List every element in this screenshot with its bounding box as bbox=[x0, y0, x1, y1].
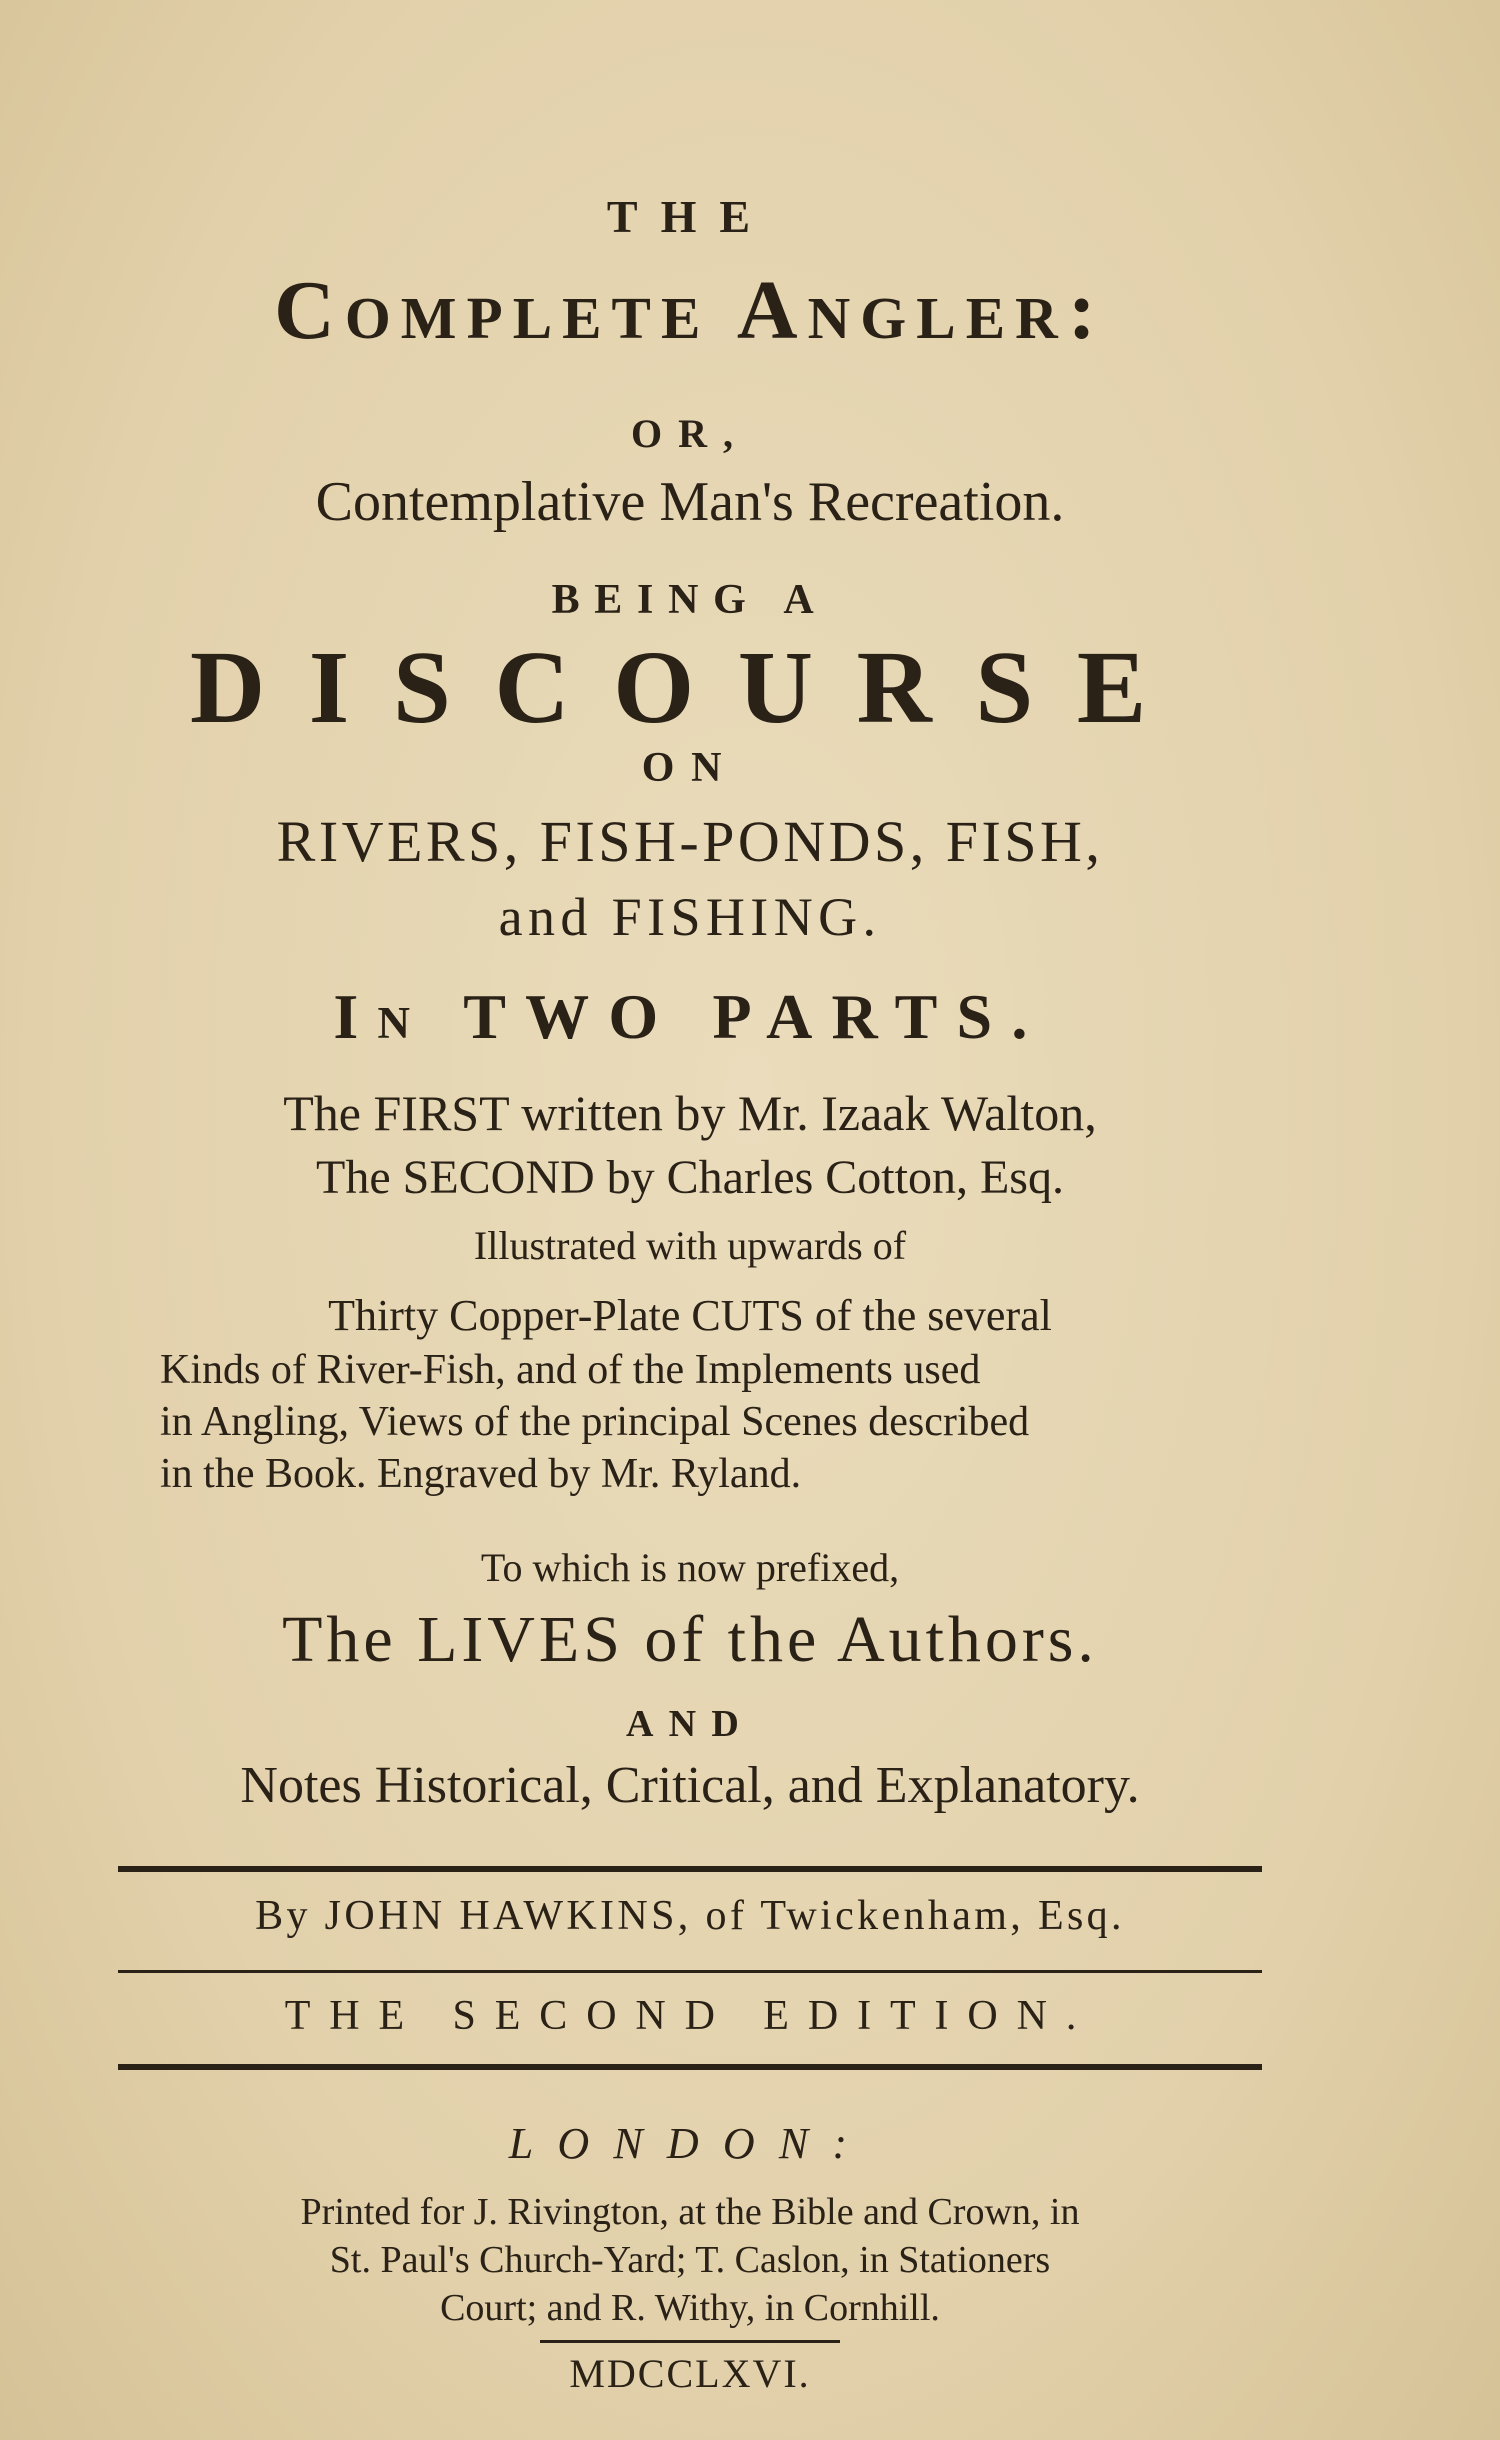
conjunction-on: ON bbox=[641, 745, 739, 791]
divider-rule-2 bbox=[118, 1970, 1262, 1973]
conjunction-or: OR, bbox=[631, 411, 749, 456]
imprint-line-2: St. Paul's Church-Yard; T. Caslon, in Stationers bbox=[329, 2239, 1051, 2281]
subjects-line-1: RIVERS, FISH-PONDS, FISH, bbox=[276, 809, 1104, 874]
imprint-place: LONDON: bbox=[508, 2119, 872, 2168]
parts-heading: In TWO PARTS. bbox=[333, 981, 1047, 1052]
divider-rule-3 bbox=[118, 2064, 1262, 2070]
notes-line: Notes Historical, Critical, and Explanatory. bbox=[240, 1757, 1140, 1814]
cuts-line-4: in the Book. Engraved by Mr. Ryland. bbox=[160, 1451, 802, 1497]
editor-line: By JOHN HAWKINS, of Twickenham, Esq. bbox=[255, 1893, 1125, 1939]
book-title: Complete Angler: bbox=[274, 264, 1106, 357]
heading-the: THE bbox=[606, 191, 774, 242]
subjects-line-2: and FISHING. bbox=[498, 887, 882, 947]
divider-rule-1 bbox=[118, 1866, 1262, 1872]
discourse-heading: DISCOURSE bbox=[190, 630, 1190, 745]
edition-line: THE SECOND EDITION. bbox=[284, 1993, 1096, 2039]
prefixed-line: To which is now prefixed, bbox=[480, 1545, 900, 1590]
imprint-line-1: Printed for J. Rivington, at the Bible and Crown, in bbox=[300, 2191, 1080, 2233]
illustrated-line: Illustrated with upwards of bbox=[473, 1223, 907, 1268]
lives-heading: The LIVES of the Authors. bbox=[282, 1603, 1098, 1676]
cuts-line-3: in Angling, Views of the principal Scenes described bbox=[160, 1399, 1030, 1445]
being-a: BEING A bbox=[551, 577, 829, 623]
cuts-line-2: Kinds of River-Fish, and of the Implements used bbox=[160, 1347, 981, 1393]
conjunction-and: AND bbox=[626, 1703, 754, 1745]
second-part-author: The SECOND by Charles Cotton, Esq. bbox=[316, 1151, 1064, 1204]
year-rule bbox=[540, 2340, 840, 2343]
cuts-line-1: Thirty Copper-Plate CUTS of the several bbox=[328, 1291, 1052, 1340]
first-part-author: The FIRST written by Mr. Izaak Walton, bbox=[283, 1085, 1097, 1141]
imprint-year: MDCCLXVI. bbox=[569, 2351, 811, 2396]
book-subtitle: Contemplative Man's Recreation. bbox=[315, 471, 1065, 533]
imprint-line-3: Court; and R. Withy, in Cornhill. bbox=[440, 2287, 940, 2329]
